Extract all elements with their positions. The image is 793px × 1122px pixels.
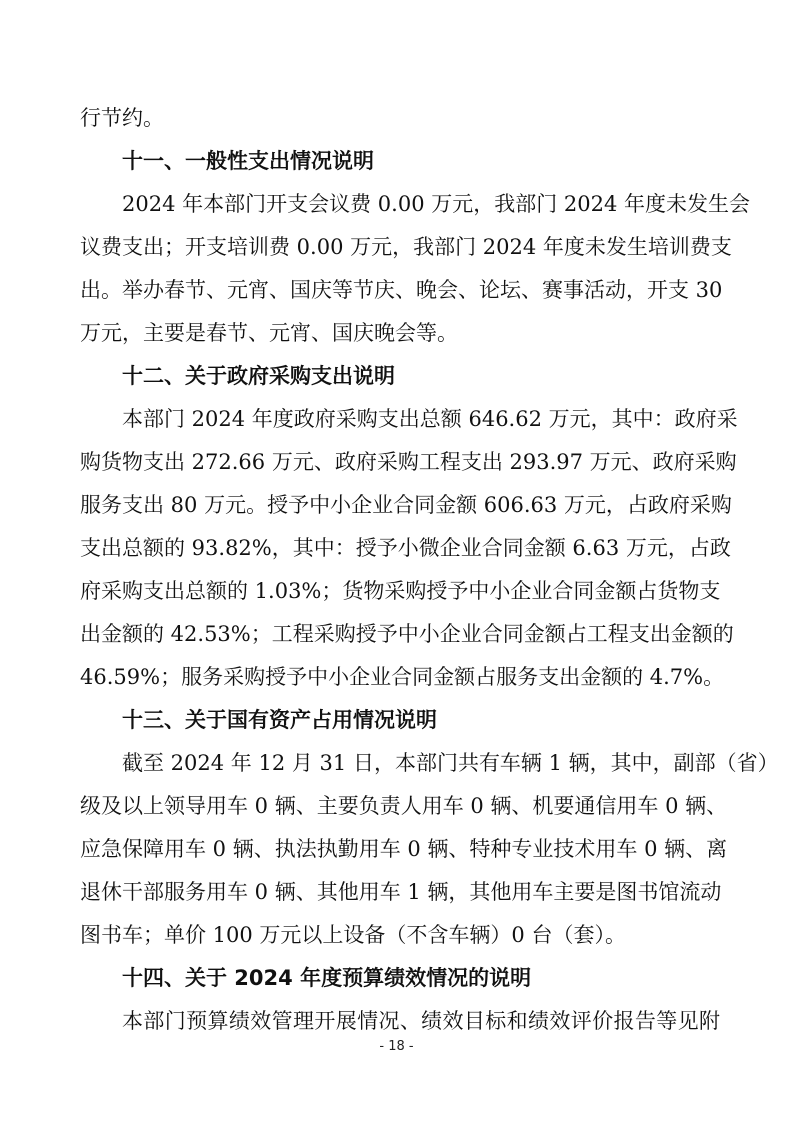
body-line: 出金额的 42.53%；工程采购授予中小企业合同金额占工程支出金额的 [80, 622, 734, 646]
section-heading-12: 十二、关于政府采购支出说明 [122, 364, 395, 388]
body-line: 应急保障用车 0 辆、执法执勤用车 0 辆、特种专业技术用车 0 辆、离 [80, 837, 728, 861]
body-line: 出。举办春节、元宵、国庆等节庆、晚会、论坛、赛事活动，开支 30 [80, 278, 723, 302]
page-number: - 18 - [379, 1039, 414, 1054]
body-line: 本部门预算绩效管理开展情况、绩效目标和绩效评价报告等见附 [122, 1009, 720, 1033]
body-line: 万元，主要是春节、元宵、国庆晚会等。 [80, 321, 458, 345]
body-line: 图书车；单价 100 万元以上设备（不含车辆）0 台（套）。 [80, 923, 626, 947]
body-line: 服务支出 80 万元。授予中小企业合同金额 606.63 万元，占政府采购 [80, 493, 732, 517]
body-line: 府采购支出总额的 1.03%；货物采购授予中小企业合同金额占货物支 [80, 579, 721, 603]
section-heading-13: 十三、关于国有资产占用情况说明 [122, 708, 437, 732]
body-line: 议费支出；开支培训费 0.00 万元，我部门 2024 年度未发生培训费支 [80, 235, 732, 259]
body-line: 退休干部服务用车 0 辆、其他用车 1 辆，其他用车主要是图书馆流动 [80, 880, 722, 904]
body-line: 行节约。 [80, 106, 164, 130]
body-line: 级及以上领导用车 0 辆、主要负责人用车 0 辆、机要通信用车 0 辆、 [80, 794, 728, 818]
body-line: 本部门 2024 年度政府采购支出总额 646.62 万元，其中：政府采 [122, 407, 738, 431]
body-line: 46.59%；服务采购授予中小企业合同金额占服务支出金额的 4.7%。 [80, 665, 725, 689]
section-heading-11: 十一、一般性支出情况说明 [122, 149, 374, 173]
body-line: 2024 年本部门开支会议费 0.00 万元，我部门 2024 年度未发生会 [122, 192, 751, 216]
section-heading-14: 十四、关于 2024 年度预算绩效情况的说明 [122, 966, 532, 990]
body-line: 购货物支出 272.66 万元、政府采购工程支出 293.97 万元、政府采购 [80, 450, 737, 474]
body-line: 截至 2024 年 12 月 31 日，本部门共有车辆 1 辆，其中，副部（省） [122, 751, 779, 775]
body-line: 支出总额的 93.82%，其中：授予小微企业合同金额 6.63 万元，占政 [80, 536, 731, 560]
